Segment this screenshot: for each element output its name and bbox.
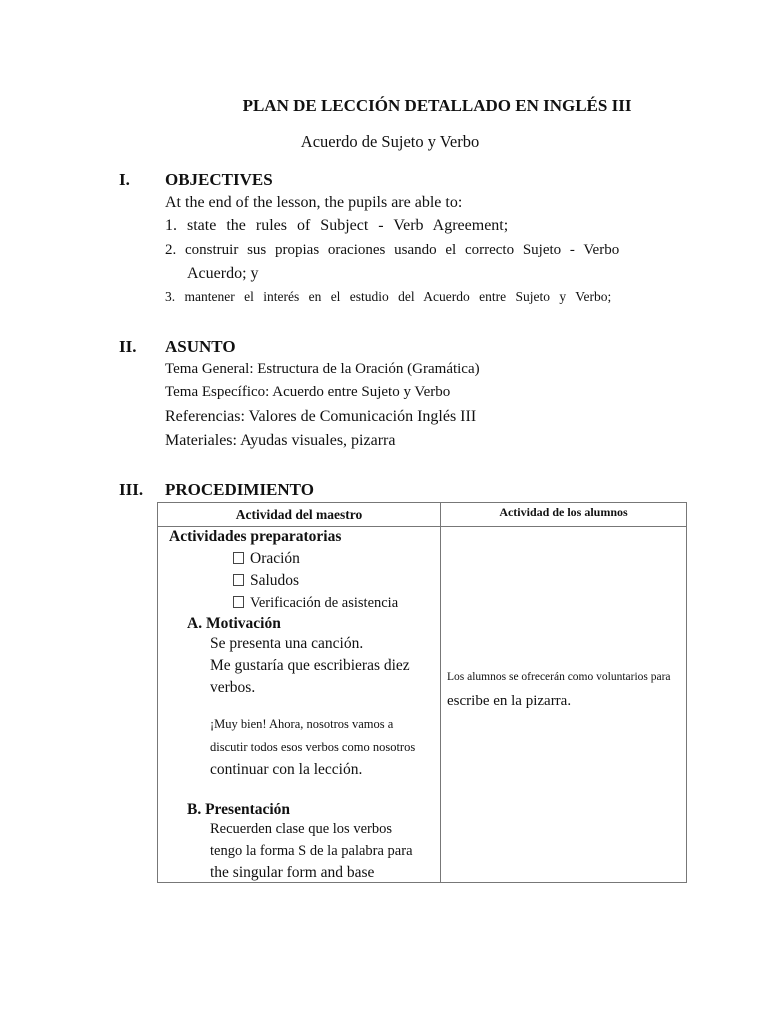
- motivacion-line: continuar con la lección.: [210, 761, 363, 778]
- section-number-procedimiento: III.: [119, 480, 144, 499]
- section-heading-asunto: ASUNTO: [165, 337, 236, 356]
- presentacion-line: the singular form and base: [210, 864, 375, 881]
- motivacion-line: discutir todos esos verbos como nosotros: [210, 740, 416, 754]
- prep-item: Oración: [233, 550, 300, 568]
- checkbox-icon: [233, 552, 244, 564]
- motivacion-line: ¡Muy bien! Ahora, nosotros vamos a: [210, 717, 394, 731]
- asunto-line-2: Tema Específico: Acuerdo entre Sujeto y Verbo: [165, 384, 451, 400]
- asunto-line-4: Materiales: Ayudas visuales, pizarra: [165, 432, 396, 449]
- student-activity-cell: [441, 527, 686, 882]
- motivacion-heading: A. Motivación: [187, 615, 281, 632]
- asunto-line-3: Referencias: Valores de Comunicación Inglés III: [165, 408, 477, 425]
- section-heading-procedimiento: PROCEDIMIENTO: [165, 480, 314, 499]
- checkbox-icon: [233, 596, 244, 608]
- objectives-intro: At the end of the lesson, the pupils are able to:: [165, 194, 463, 211]
- presentacion-line: Recuerden clase que los verbos: [210, 821, 392, 837]
- procedure-table: [157, 502, 687, 883]
- section-number-objectives: I.: [119, 170, 130, 189]
- table-header-teacher: Actividad del maestro: [158, 503, 441, 527]
- document-subtitle: Acuerdo de Sujeto y Verbo: [300, 132, 480, 151]
- motivacion-line: Se presenta una canción.: [210, 635, 364, 652]
- prep-item: Saludos: [233, 572, 299, 590]
- motivacion-line: Me gustaría que escribieras diez: [210, 657, 410, 674]
- motivacion-line: verbos.: [210, 679, 256, 696]
- presentacion-line: tengo la forma S de la palabra para: [210, 843, 413, 859]
- objective-item-3: 3. mantener el interés en el estudio del Acuerdo entre Sujeto y Verbo;: [165, 289, 612, 304]
- prep-heading: Actividades preparatorias: [169, 528, 342, 545]
- objective-item-2: 2. construir sus propias oraciones usando el correcto Sujeto - Verbo: [165, 242, 620, 258]
- objective-item-1: 1. state the rules of Subject - Verb Agreement;: [165, 217, 509, 234]
- section-number-asunto: II.: [119, 337, 137, 356]
- teacher-activity-cell: [158, 527, 440, 882]
- prep-item: Verificación de asistencia: [233, 595, 398, 612]
- objective-item-2-cont: Acuerdo; y: [187, 265, 259, 282]
- table-header-students: Actividad de los alumnos: [441, 503, 687, 527]
- checkbox-icon: [233, 574, 244, 586]
- student-line: Los alumnos se ofrecerán como voluntarios para: [447, 671, 671, 683]
- student-line: escribe en la pizarra.: [447, 693, 572, 709]
- section-heading-objectives: OBJECTIVES: [165, 170, 273, 189]
- presentacion-heading: B. Presentación: [187, 801, 291, 818]
- document-title: PLAN DE LECCIÓN DETALLADO EN INGLÉS III: [242, 96, 632, 115]
- asunto-line-1: Tema General: Estructura de la Oración (Gramática): [165, 361, 480, 377]
